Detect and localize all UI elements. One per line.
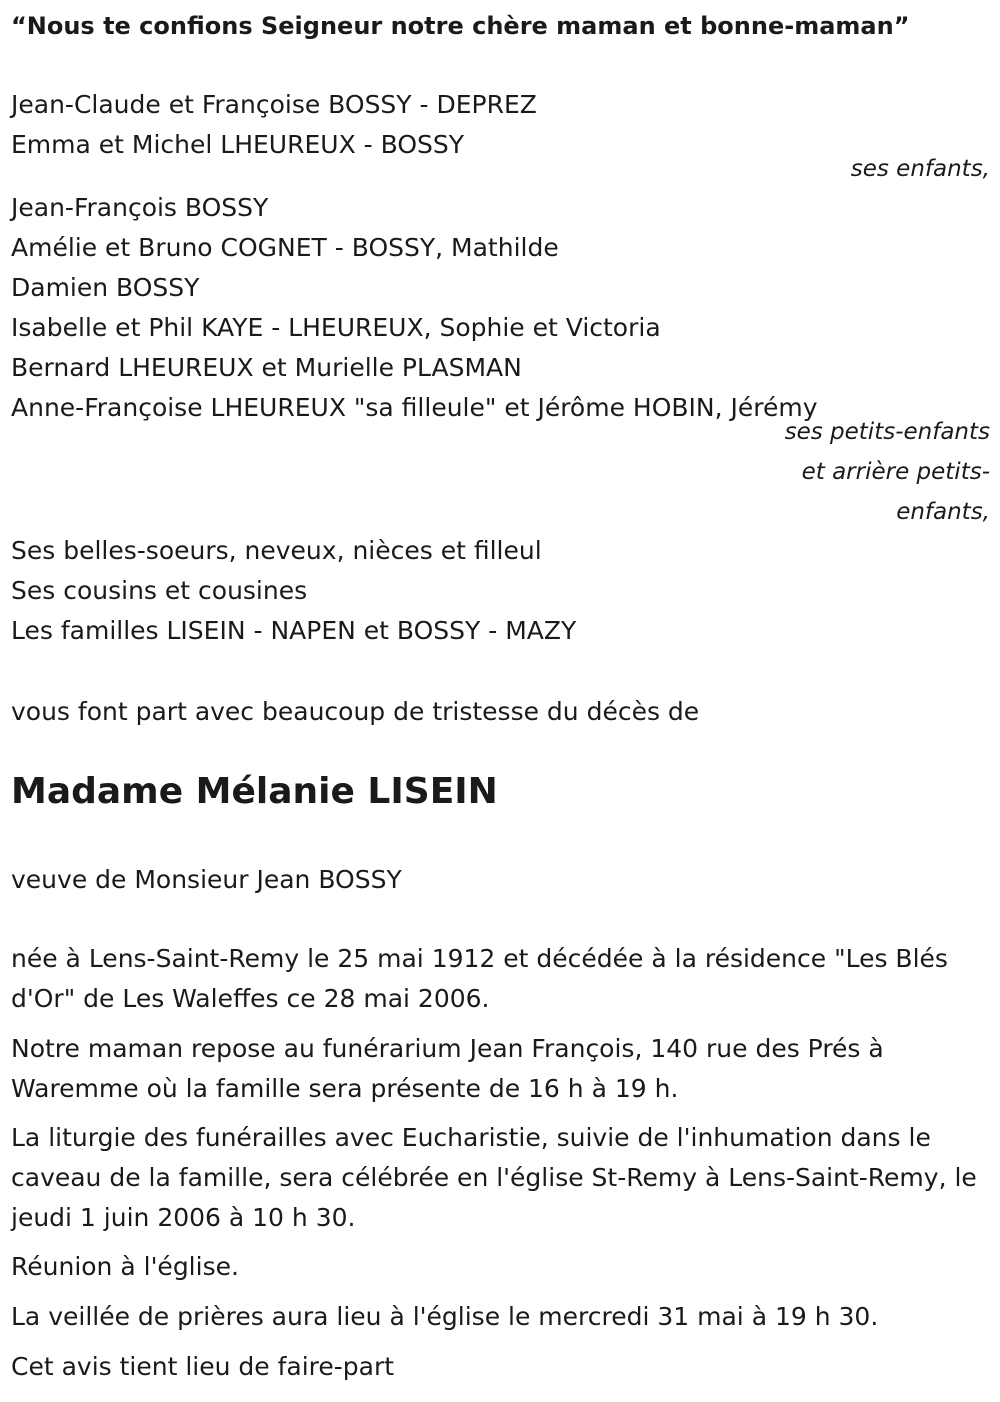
grandchild-line: Damien BOSSY xyxy=(11,273,200,302)
closing-paragraph: Cet avis tient lieu de faire-part xyxy=(11,1352,395,1381)
child-line: Emma et Michel LHEUREUX - BOSSY xyxy=(11,130,465,159)
relative-line: Ses belles-soeurs, neveux, nièces et filleul xyxy=(11,536,542,565)
children-label: ses enfants, xyxy=(850,156,990,182)
grandchild-line: Anne-Françoise LHEUREUX "sa filleule" et Jérôme HOBIN, Jérémy xyxy=(11,393,818,422)
child-line: Jean-Claude et Françoise BOSSY - DEPREZ xyxy=(11,90,537,119)
widow-of: veuve de Monsieur Jean BOSSY xyxy=(11,865,402,894)
relative-line: Ses cousins et cousines xyxy=(11,576,308,605)
repose-paragraph: Notre maman repose au funérarium Jean François, 140 rue des Prés à Waremme où la famille sera présente de 16 h à 19 h. xyxy=(11,1034,884,1103)
grandchild-line: Amélie et Bruno COGNET - BOSSY, Mathilde xyxy=(11,233,559,262)
motto: “Nous te confions Seigneur notre chère maman et bonne-maman” xyxy=(11,12,910,40)
grandchild-line: Isabelle et Phil KAYE - LHEUREUX, Sophie et Victoria xyxy=(11,313,661,342)
vigil-paragraph: La veillée de prières aura lieu à l'église le mercredi 31 mai à 19 h 30. xyxy=(11,1302,879,1331)
liturgy-paragraph: La liturgie des funérailles avec Eucharistie, suivie de l'inhumation dans le caveau de la famille, sera célébrée en l'église St-Remy à Lens-Saint-Remy, le jeudi 1 juin 2006 à 10 h 30. xyxy=(11,1123,977,1232)
grandchild-line: Jean-François BOSSY xyxy=(11,193,269,222)
relative-line: Les familles LISEIN - NAPEN et BOSSY - MAZY xyxy=(11,616,577,645)
announcement: vous font part avec beaucoup de tristesse du décès de xyxy=(11,697,700,726)
grandchild-line: Bernard LHEUREUX et Murielle PLASMAN xyxy=(11,353,522,382)
meeting-paragraph: Réunion à l'église. xyxy=(11,1252,239,1281)
birth-death-paragraph: née à Lens-Saint-Remy le 25 mai 1912 et décédée à la résidence "Les Blés d'Or" de Les Waleffes ce 28 mai 2006. xyxy=(11,944,948,1013)
grandchildren-label: enfants, xyxy=(896,499,990,525)
grandchildren-label: ses petits-enfants xyxy=(784,419,990,445)
deceased-name: Madame Mélanie LISEIN xyxy=(11,771,498,812)
grandchildren-label: et arrière petits- xyxy=(801,459,990,485)
